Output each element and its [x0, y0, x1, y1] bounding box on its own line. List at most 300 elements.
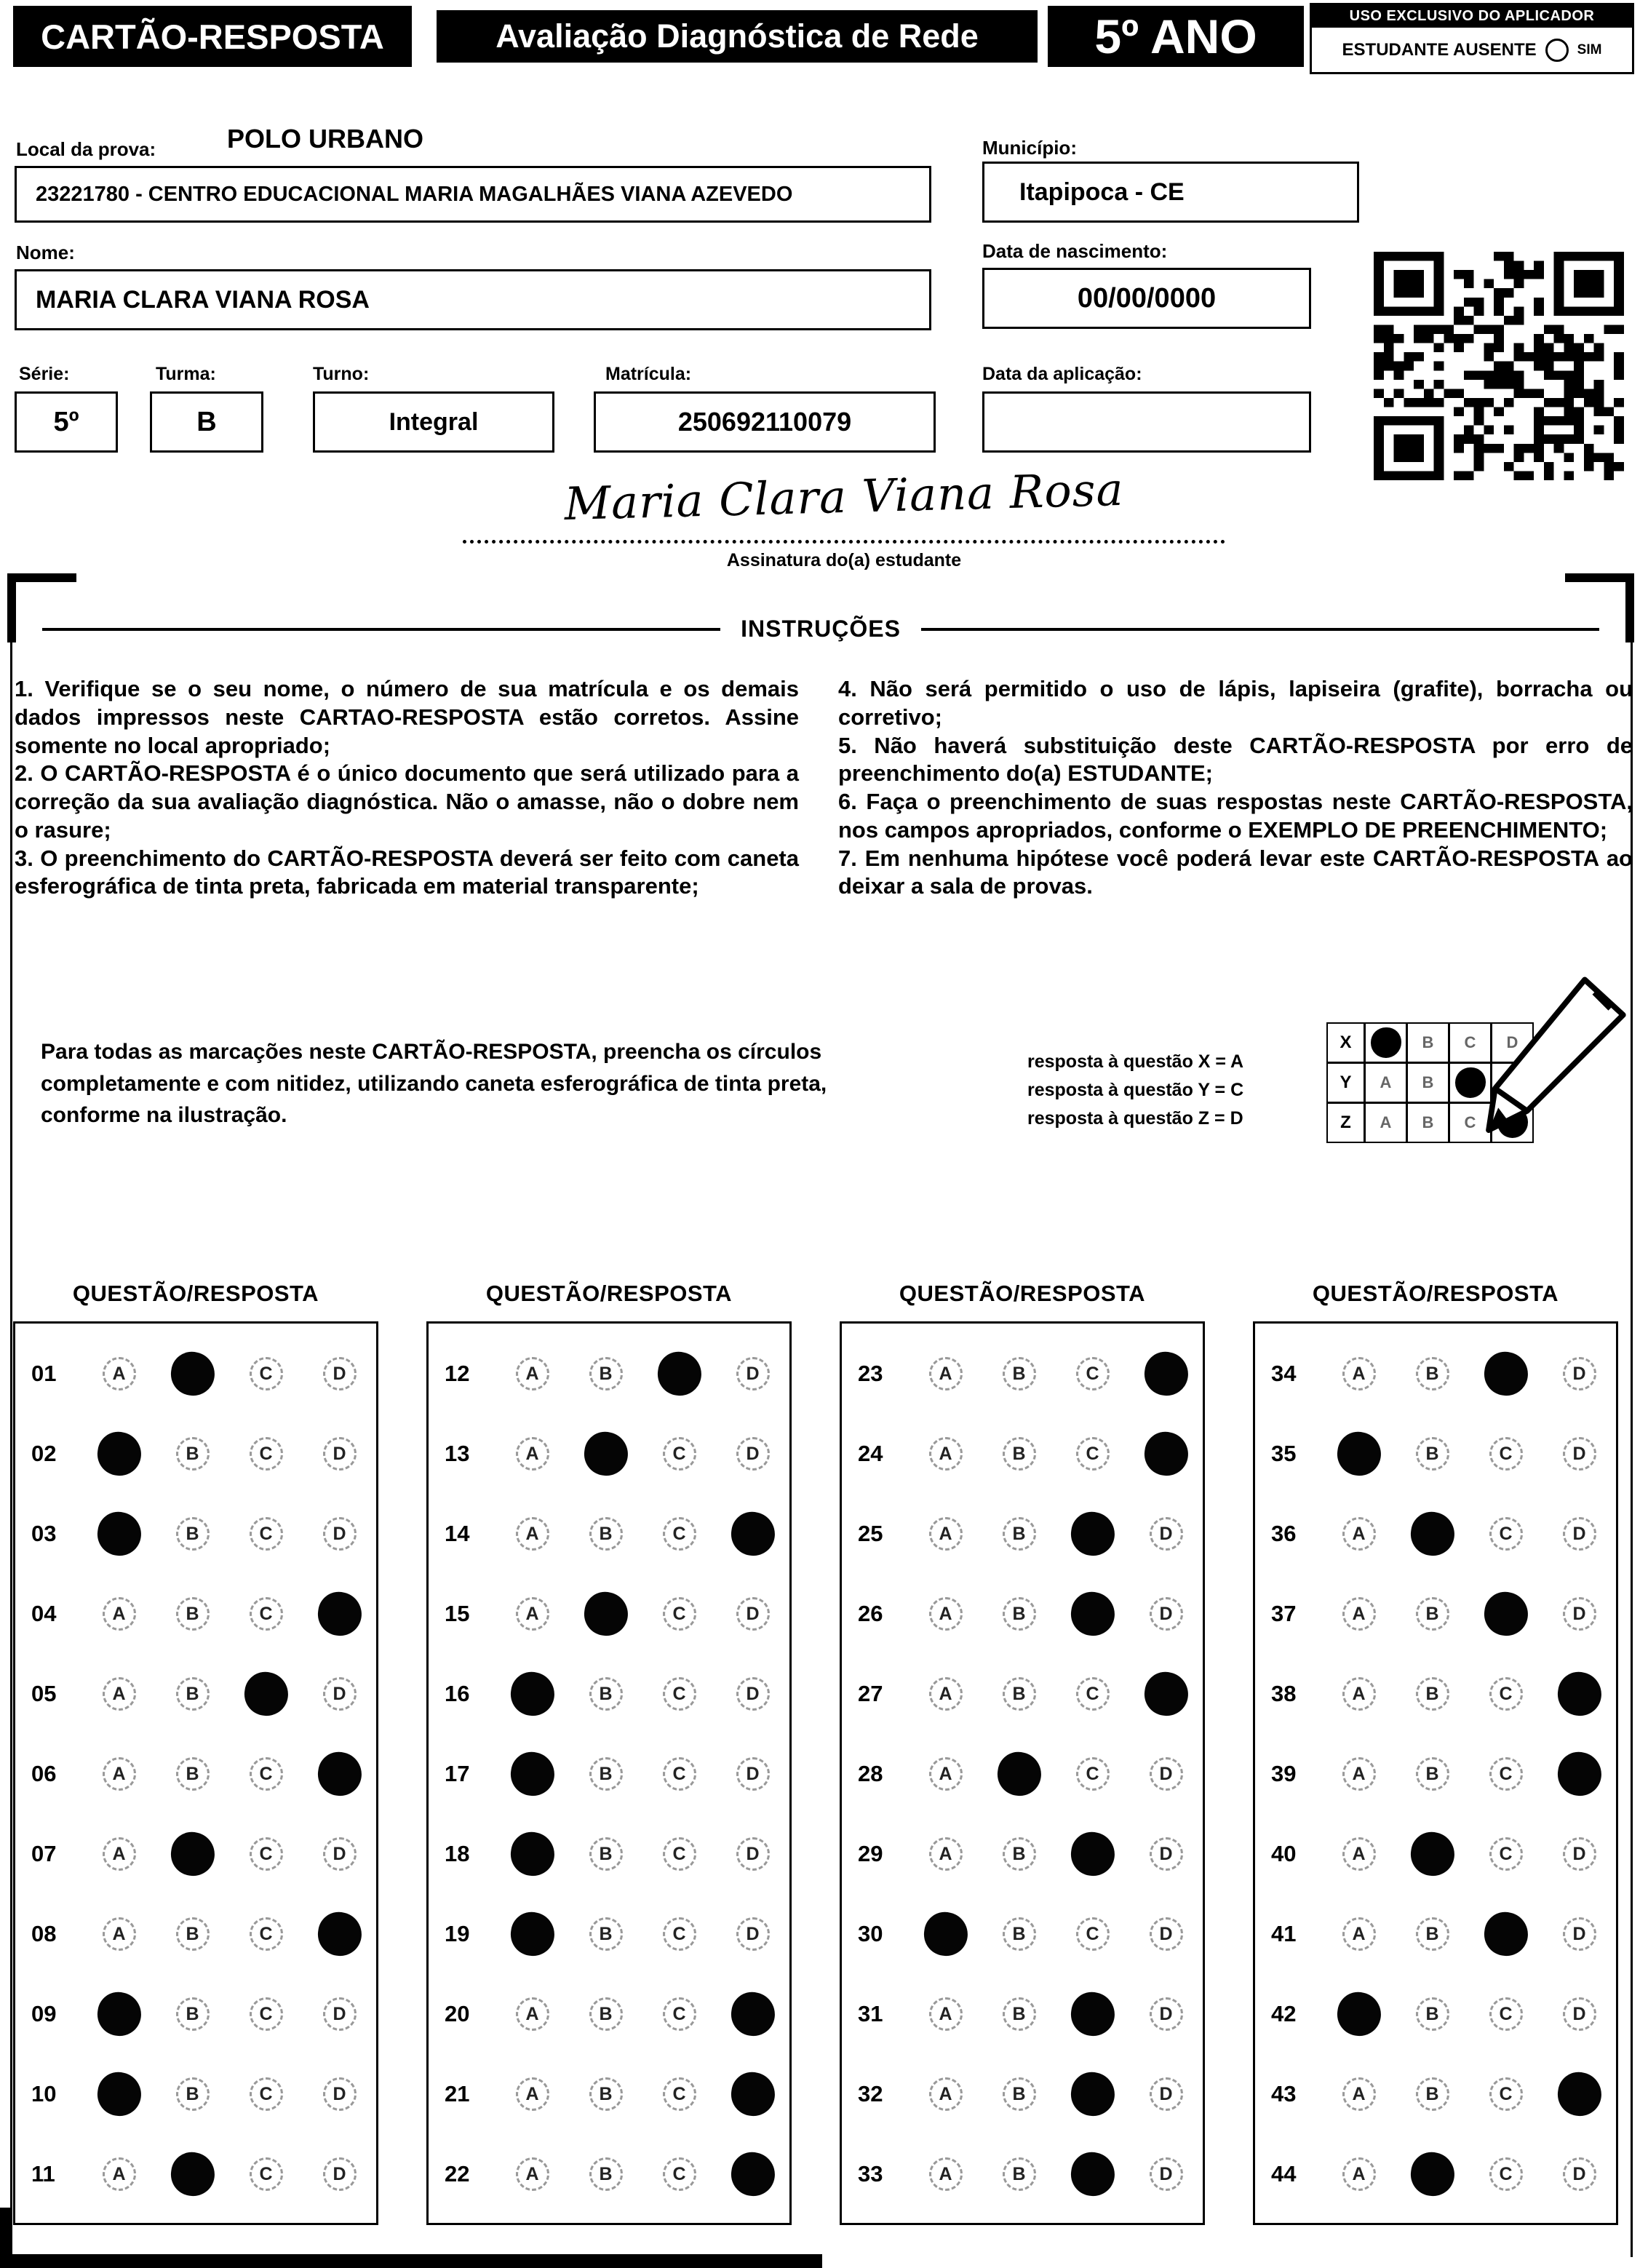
answer-bubble[interactable]: B [589, 1517, 623, 1551]
answer-row [1255, 1414, 1616, 1494]
bubble-cell [1129, 1432, 1203, 1476]
answer-bubble[interactable]: C [1076, 1917, 1110, 1951]
answer-bubble[interactable]: C [663, 1437, 696, 1471]
bubble-cell [982, 1517, 1056, 1551]
answer-bubble[interactable]: D [323, 1517, 357, 1551]
answer-bubble[interactable]: A [516, 1997, 549, 2031]
answer-bubble[interactable]: B [176, 1437, 210, 1471]
example-cell [1364, 1022, 1407, 1063]
bubble-cell [569, 1592, 642, 1636]
answer-bubble[interactable]: C [1489, 1757, 1523, 1791]
bubble-cell [569, 1917, 642, 1951]
bubble-cell [716, 1837, 789, 1871]
answer-bubble[interactable]: A [516, 1517, 549, 1551]
answer-bubble[interactable]: B [1003, 1517, 1036, 1551]
answer-bubble[interactable]: D [323, 1997, 357, 2031]
answer-bubble[interactable]: A [929, 1517, 963, 1551]
bubble-cell [1469, 1437, 1543, 1471]
answer-bubble[interactable]: B [589, 2077, 623, 2111]
answer-bubble[interactable]: B [176, 1597, 210, 1631]
answers-header: QUESTÃO/RESPOSTA [485, 1281, 733, 1306]
bubble-cell [303, 1997, 376, 2031]
answer-bubble[interactable]: A [1342, 1517, 1376, 1551]
bubble-cell [1322, 1597, 1396, 1631]
answer-bubble[interactable]: B [1003, 1837, 1036, 1871]
answer-bubble[interactable]: A [1342, 1917, 1376, 1951]
answer-bubble[interactable]: D [1150, 1837, 1183, 1871]
bubble-cell [909, 2157, 982, 2191]
answer-bubble-marked[interactable] [1068, 1829, 1118, 1879]
answer-bubble[interactable]: B [1416, 1677, 1449, 1711]
answer-bubble[interactable]: C [1489, 1837, 1523, 1871]
answer-bubble-marked[interactable] [315, 1909, 365, 1959]
answer-bubble[interactable]: A [929, 2157, 963, 2191]
question-number: 01 [31, 1361, 57, 1386]
answer-bubble[interactable]: B [176, 1917, 210, 1951]
answer-bubble-marked[interactable] [1068, 1989, 1118, 2039]
title-rule-right [921, 628, 1599, 631]
answer-bubble-marked[interactable] [1481, 1589, 1531, 1639]
answer-bubble-marked[interactable] [1068, 2149, 1118, 2199]
answer-bubble[interactable]: A [103, 1677, 136, 1711]
bubble-cell [229, 2157, 303, 2191]
question-number: 14 [445, 1521, 470, 1546]
answer-bubble[interactable]: A [1342, 2077, 1376, 2111]
answer-bubble[interactable]: D [736, 1837, 770, 1871]
bubble-cell [1056, 1757, 1129, 1791]
answer-bubble[interactable]: A [516, 1357, 549, 1390]
answer-bubble[interactable]: D [323, 1837, 357, 1871]
answer-bubble[interactable]: C [250, 1517, 283, 1551]
answer-bubble[interactable]: A [103, 1837, 136, 1871]
answer-bubble[interactable]: D [736, 1677, 770, 1711]
answer-bubble[interactable]: D [1150, 1997, 1183, 2031]
answer-bubble[interactable]: A [516, 2157, 549, 2191]
answer-bubble-marked[interactable] [1408, 2149, 1457, 2199]
bubble-cell [642, 2157, 716, 2191]
answer-bubble[interactable]: D [736, 1437, 770, 1471]
bubble-cell [716, 1512, 789, 1556]
answer-bubble[interactable]: B [1416, 1917, 1449, 1951]
bubble-cell [1543, 1752, 1616, 1796]
matricula-label: Matrícula: [605, 364, 692, 384]
answer-bubble[interactable]: A [1342, 1597, 1376, 1631]
answer-bubble-marked[interactable] [921, 1909, 971, 1959]
bubble-cell [1322, 1517, 1396, 1551]
answer-bubble-marked[interactable] [1481, 1909, 1531, 1959]
bottom-left-notch [0, 2208, 11, 2268]
bubble-cell [569, 1677, 642, 1711]
answer-bubble[interactable]: D [323, 1357, 357, 1390]
answer-bubble-marked[interactable] [728, 2149, 778, 2199]
answer-bubble[interactable]: B [1416, 2077, 1449, 2111]
answer-bubble-marked[interactable] [581, 1429, 631, 1479]
bubble-cell [982, 1437, 1056, 1471]
answer-bubble[interactable]: D [1150, 1757, 1183, 1791]
answer-bubble-marked[interactable] [95, 1989, 144, 2039]
bubble-cell [1543, 1672, 1616, 1716]
answer-bubble[interactable]: C [250, 1917, 283, 1951]
answer-bubble[interactable]: D [736, 1757, 770, 1791]
question-number: 43 [1271, 2081, 1297, 2106]
answer-bubble[interactable]: B [1416, 1437, 1449, 1471]
answer-bubble-marked[interactable] [95, 2069, 144, 2119]
answer-bubble[interactable]: D [1563, 1837, 1596, 1871]
question-number: 35 [1271, 1441, 1297, 1466]
bubble-cell [642, 2077, 716, 2111]
example-caption-line: resposta à questão Y = C [1027, 1079, 1244, 1100]
answer-bubble[interactable]: D [736, 1597, 770, 1631]
aplicacao-label: Data da aplicação: [982, 364, 1142, 384]
answer-bubble[interactable]: B [1416, 1357, 1449, 1390]
answer-bubble[interactable]: A [929, 2077, 963, 2111]
answer-bubble[interactable]: A [103, 1917, 136, 1951]
answer-bubble-marked[interactable] [1142, 1349, 1191, 1398]
answer-bubble[interactable]: B [1416, 1597, 1449, 1631]
answer-bubble[interactable]: D [1150, 1597, 1183, 1631]
bubble-cell [909, 1757, 982, 1791]
answer-bubble[interactable]: D [1563, 1357, 1596, 1390]
answer-bubble[interactable]: C [663, 2157, 696, 2191]
bubble-cell [229, 1672, 303, 1716]
answer-bubble[interactable]: C [1489, 1997, 1523, 2031]
question-number: 09 [31, 2001, 57, 2026]
bubble-cell [303, 1837, 376, 1871]
answer-bubble[interactable]: A [103, 1357, 136, 1390]
answer-bubble[interactable]: C [663, 1757, 696, 1791]
answer-bubble-marked[interactable] [168, 2149, 218, 2199]
bubble-cell [982, 1677, 1056, 1711]
answer-bubble[interactable]: A [929, 1997, 963, 2031]
answer-row [15, 1414, 376, 1494]
answer-bubble[interactable]: C [663, 1517, 696, 1551]
answer-bubble[interactable]: D [323, 2077, 357, 2111]
bubble-cell [909, 1517, 982, 1551]
answer-bubble-marked[interactable] [95, 1509, 144, 1559]
answer-bubble[interactable]: C [1489, 1677, 1523, 1711]
answer-row [15, 2054, 376, 2134]
answer-bubble[interactable]: C [1489, 2157, 1523, 2191]
bubble-cell [569, 2157, 642, 2191]
answer-bubble[interactable]: C [250, 1357, 283, 1390]
answer-bubble[interactable]: A [929, 1597, 963, 1631]
answer-bubble[interactable]: A [1342, 2157, 1376, 2191]
answer-bubble-marked[interactable] [508, 1749, 557, 1799]
example-cell: B [1406, 1062, 1449, 1103]
answer-bubble-marked[interactable] [1555, 1749, 1604, 1799]
bottom-registration-bar [0, 2254, 822, 2268]
question-number: 22 [445, 2161, 470, 2187]
bubble-cell [1396, 2152, 1469, 2196]
question-number: 08 [31, 1921, 57, 1946]
answer-bubble[interactable]: C [1489, 2077, 1523, 2111]
answer-bubble[interactable]: A [929, 1837, 963, 1871]
bubble-cell [982, 2157, 1056, 2191]
answer-row [429, 1974, 789, 2054]
bubble-cell [642, 1997, 716, 2031]
question-number: 41 [1271, 1921, 1297, 1946]
bubble-cell [1396, 1997, 1469, 2031]
bubble-cell [495, 1437, 569, 1471]
answer-bubble-marked[interactable] [1408, 1509, 1457, 1559]
answer-bubble[interactable]: C [250, 1997, 283, 2031]
answer-bubble[interactable]: C [250, 1837, 283, 1871]
answer-bubble[interactable]: D [1563, 1997, 1596, 2031]
bubble-cell [982, 1752, 1056, 1796]
answer-bubble[interactable]: A [516, 2077, 549, 2111]
answer-bubble[interactable]: D [1150, 1517, 1183, 1551]
answer-bubble-marked[interactable] [1555, 2069, 1604, 2119]
answer-row [1255, 1494, 1616, 1574]
answer-bubble-marked[interactable] [728, 1989, 778, 2039]
answer-bubble[interactable]: B [176, 1997, 210, 2031]
bubble-cell [1056, 2072, 1129, 2116]
question-number: 06 [31, 1761, 57, 1786]
bubble-cell [82, 1992, 156, 2036]
bubble-cell [1469, 1837, 1543, 1871]
answer-bubble[interactable]: B [1003, 1677, 1036, 1711]
answer-bubble-marked[interactable] [168, 1349, 218, 1398]
answer-bubble[interactable]: B [1003, 1597, 1036, 1631]
answer-bubble-marked[interactable] [1334, 1989, 1384, 2039]
question-number: 30 [858, 1921, 883, 1946]
bubble-cell [1396, 1917, 1469, 1951]
answer-row [842, 1894, 1203, 1974]
question-number: 18 [445, 1841, 470, 1866]
answer-bubble[interactable]: D [736, 1357, 770, 1390]
answer-bubble[interactable]: C [1076, 1677, 1110, 1711]
turno-label: Turno: [313, 364, 370, 384]
answer-bubble[interactable]: B [589, 1837, 623, 1871]
example-cell: C [1449, 1022, 1492, 1063]
grade-badge: 5º ANO [1048, 6, 1304, 67]
bubble-cell [1322, 1757, 1396, 1791]
question-number: 37 [1271, 1601, 1297, 1626]
answer-bubble[interactable]: D [1150, 2157, 1183, 2191]
answer-bubble[interactable]: B [1003, 1357, 1036, 1390]
answer-bubble[interactable]: C [1489, 1517, 1523, 1551]
answer-bubble[interactable]: A [929, 1357, 963, 1390]
answer-bubble[interactable]: B [176, 2077, 210, 2111]
bubble-cell [716, 1757, 789, 1791]
answer-bubble[interactable]: B [176, 1517, 210, 1551]
answer-bubble-marked[interactable] [1142, 1429, 1191, 1479]
answer-bubble[interactable]: A [1342, 1677, 1376, 1711]
answer-row [429, 1494, 789, 1574]
bubble-cell [1469, 1352, 1543, 1396]
answer-bubble[interactable]: A [516, 1437, 549, 1471]
answer-bubble[interactable]: A [1342, 1757, 1376, 1791]
bubble-cell [82, 1917, 156, 1951]
answer-bubble[interactable]: A [103, 1757, 136, 1791]
answer-column [840, 1281, 1205, 2225]
answer-bubble[interactable]: C [250, 1597, 283, 1631]
answer-bubble[interactable]: A [103, 2157, 136, 2191]
answer-bubble[interactable]: B [589, 1917, 623, 1951]
answer-bubble[interactable]: B [1003, 2077, 1036, 2111]
answer-column [13, 1281, 378, 2225]
answer-bubble-marked[interactable] [728, 2069, 778, 2119]
answer-bubble-marked[interactable] [1068, 2069, 1118, 2119]
bubble-cell [495, 1357, 569, 1390]
bubble-cell [229, 1757, 303, 1791]
answer-bubble[interactable]: D [1563, 1437, 1596, 1471]
answer-bubble-marked[interactable] [581, 1589, 631, 1639]
answer-bubble[interactable]: D [1563, 1517, 1596, 1551]
answer-row [842, 1734, 1203, 1814]
answer-bubble[interactable]: B [589, 1757, 623, 1791]
bubble-cell [495, 1832, 569, 1876]
answer-row [15, 2134, 376, 2214]
question-number: 02 [31, 1441, 57, 1466]
question-number: 11 [31, 2161, 55, 2187]
answer-bubble-marked[interactable] [728, 1509, 778, 1559]
answer-row [429, 1414, 789, 1494]
bubble-cell [716, 1597, 789, 1631]
answer-bubble[interactable]: C [1076, 1757, 1110, 1791]
answer-bubble-marked[interactable] [1068, 1509, 1118, 1559]
student-absent-option: SIM [1577, 41, 1602, 57]
answer-bubble-marked[interactable] [95, 1429, 144, 1479]
answer-bubble[interactable]: A [929, 1677, 963, 1711]
answer-bubble[interactable]: C [663, 1837, 696, 1871]
answer-bubble-marked[interactable] [508, 1909, 557, 1959]
answer-bubble[interactable]: A [1342, 1837, 1376, 1871]
answer-bubble[interactable]: A [1342, 1357, 1376, 1390]
question-number: 38 [1271, 1681, 1297, 1706]
bubble-cell [1543, 1357, 1616, 1390]
answer-bubble[interactable]: A [516, 1597, 549, 1631]
answer-bubble-marked[interactable] [315, 1589, 365, 1639]
answer-row [1255, 2134, 1616, 2214]
turma-field: B [150, 391, 263, 453]
answer-bubble[interactable]: D [736, 1917, 770, 1951]
answer-bubble[interactable]: B [1416, 1997, 1449, 2031]
answer-bubble[interactable]: D [323, 1437, 357, 1471]
answer-row [429, 1734, 789, 1814]
answer-bubble[interactable]: C [663, 2077, 696, 2111]
answer-box [13, 1321, 378, 2225]
answer-bubble[interactable]: B [589, 1997, 623, 2031]
example-row-label: Y [1326, 1062, 1365, 1103]
answer-bubble[interactable]: D [1563, 1917, 1596, 1951]
bubble-cell [229, 1837, 303, 1871]
answer-bubble[interactable]: C [663, 1917, 696, 1951]
answer-row [1255, 1974, 1616, 2054]
bubble-cell [909, 1357, 982, 1390]
answer-bubble[interactable]: B [176, 1677, 210, 1711]
answer-bubble[interactable]: C [663, 1597, 696, 1631]
question-number: 40 [1271, 1841, 1297, 1866]
answer-bubble[interactable]: A [929, 1757, 963, 1791]
answer-bubble[interactable]: B [176, 1757, 210, 1791]
answer-row [842, 1974, 1203, 2054]
bubble-cell [1056, 1357, 1129, 1390]
question-number: 12 [445, 1361, 470, 1386]
bubble-cell [495, 1672, 569, 1716]
question-number: 25 [858, 1521, 883, 1546]
bubble-cell [909, 1837, 982, 1871]
answer-bubble[interactable]: D [1150, 1917, 1183, 1951]
question-number: 04 [31, 1601, 57, 1626]
answer-bubble-marked[interactable] [995, 1749, 1044, 1799]
question-number: 44 [1271, 2161, 1297, 2187]
bubble-cell [1396, 1677, 1469, 1711]
bubble-cell [229, 1597, 303, 1631]
answer-bubble[interactable]: D [1563, 2157, 1596, 2191]
answer-bubble-marked[interactable] [242, 1669, 291, 1719]
bubble-cell [1543, 2157, 1616, 2191]
card-title: CARTÃO-RESPOSTA [13, 6, 412, 67]
answer-bubble-marked[interactable] [1334, 1429, 1384, 1479]
pencil-icon [1473, 976, 1633, 1137]
qr-code [1374, 252, 1624, 480]
bubble-cell [569, 1357, 642, 1390]
answer-bubble[interactable]: B [589, 2157, 623, 2191]
answer-bubble[interactable]: B [1003, 1997, 1036, 2031]
answer-bubble[interactable]: B [1003, 1917, 1036, 1951]
answer-bubble[interactable]: D [1563, 1597, 1596, 1631]
answer-bubble[interactable]: C [663, 1997, 696, 2031]
answer-bubble[interactable]: A [929, 1437, 963, 1471]
answer-bubble[interactable]: C [1489, 1437, 1523, 1471]
question-number: 21 [445, 2081, 470, 2106]
answer-bubble-marked[interactable] [315, 1749, 365, 1799]
answer-bubble[interactable]: B [589, 1677, 623, 1711]
student-absent-circle[interactable] [1545, 39, 1569, 62]
answer-bubble-marked[interactable] [508, 1829, 557, 1879]
bubble-cell [1129, 1997, 1203, 2031]
answer-row [429, 2134, 789, 2214]
answer-bubble[interactable]: B [1003, 1437, 1036, 1471]
answer-bubble[interactable]: C [1076, 1357, 1110, 1390]
answer-bubble-marked[interactable] [1555, 1669, 1604, 1719]
answer-bubble-marked[interactable] [168, 1829, 218, 1879]
bubble-cell [1469, 1912, 1543, 1956]
bubble-cell [303, 2157, 376, 2191]
answer-bubble[interactable]: C [250, 1757, 283, 1791]
answer-bubble[interactable]: B [1416, 1757, 1449, 1791]
answer-bubble-marked[interactable] [508, 1669, 557, 1719]
answer-bubble-marked[interactable] [1408, 1829, 1457, 1879]
answer-bubble[interactable]: C [663, 1677, 696, 1711]
bubble-cell [982, 1917, 1056, 1951]
answer-bubble-marked[interactable] [1068, 1589, 1118, 1639]
answer-bubble[interactable]: B [589, 1357, 623, 1390]
answer-bubble-marked[interactable] [1142, 1669, 1191, 1719]
answer-bubble[interactable]: D [323, 1677, 357, 1711]
question-number: 32 [858, 2081, 883, 2106]
bubble-cell [982, 1597, 1056, 1631]
answer-bubble[interactable]: C [250, 1437, 283, 1471]
answer-bubble-marked[interactable] [1481, 1349, 1531, 1398]
bubble-cell [1129, 1517, 1203, 1551]
bubble-cell [716, 1917, 789, 1951]
bubble-cell [982, 1997, 1056, 2031]
answer-bubble-marked[interactable] [655, 1349, 704, 1398]
answer-bubble[interactable]: B [1003, 2157, 1036, 2191]
bubble-cell [156, 2152, 229, 2196]
answer-bubble[interactable]: A [103, 1597, 136, 1631]
answer-bubble[interactable]: C [250, 2157, 283, 2191]
answer-bubble[interactable]: D [323, 2157, 357, 2191]
answer-bubble[interactable]: D [1150, 2077, 1183, 2111]
answer-bubble[interactable]: C [1076, 1437, 1110, 1471]
bubble-cell [716, 1677, 789, 1711]
bubble-cell [303, 1752, 376, 1796]
bubble-cell [1056, 1992, 1129, 2036]
answer-bubble[interactable]: C [250, 2077, 283, 2111]
